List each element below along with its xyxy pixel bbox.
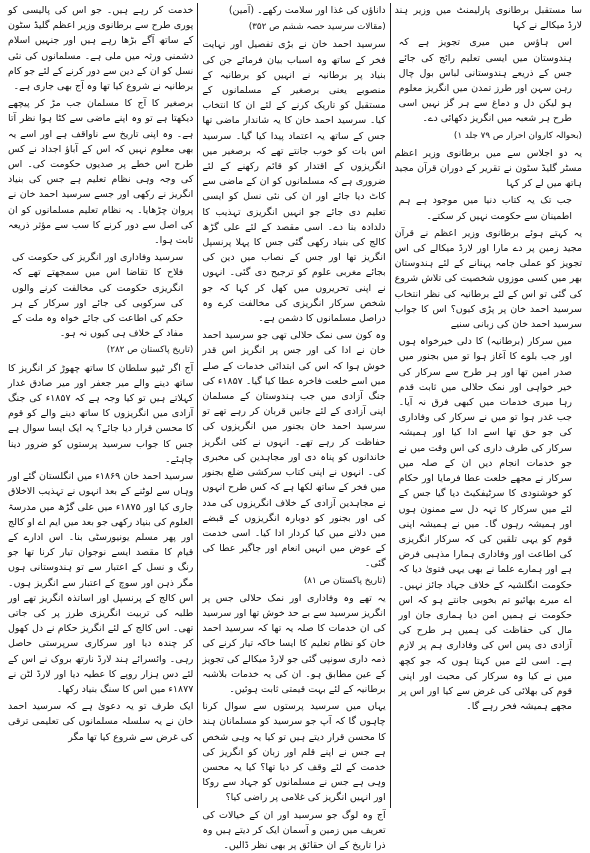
quotation: اس ہاؤس میں میری تجویز ہے کہ ہندوستان میں ایسی تعلیم رائج کی جائے جس کے ذریعے ہندوستانی لباس بول چال رہن سہن اور طرز تمدن میں انگریز معلوم ہو لیکن دل و دماغ سے ہر گز نہیں اسی طرح ہر شعبہ میں انگریز دکھائی دے۔ xyxy=(398,37,572,125)
citation: (تاریخ پاکستان ص ۲۸۲) xyxy=(106,345,194,356)
paragraph: سرسید احمد خان نے بڑی تفصیل اور نہایت فخر کے ساتھ وہ اسباب بیان فرمائے جن کی بنیاد پر برطانیہ نے انہیں کو برطانیہ کے منصوبے یعنی برصغیر کے مسلمانوں کے مستقبل کو تاریک کرنے کے لئے ان کا انتخاب کیا۔ سرسید احمد خان کا یہ شاندار ماضی تھا جس کے ساتھ یہ اعتماد پیدا کیا گیا۔ سرسید اس بات کو خوب جانتے تھے کہ برصغیر میں انگریزوں کے اقتدار کو قائم رکھنے کے لئے ضروری ہے کہ مسلمانوں کو ان کے ماضی سے کاٹ دیا جائے اور ان کی نئی نسل کو ایسی تعلیم دی جائے جو انہیں انگریزی تہذیب کا دلدادہ بنا دے۔ اسی مقصد کے لئے علی گڑھ کالج کی بنیاد رکھی گئی جس کا پہلا پرنسپل انگریز تھا اور جس کے نصاب میں دین کی بجائے مغربی علوم کو ترجیح دی گئی۔ انہوں نے اپنی تحریروں میں کھل کر کہا کہ جو شخص سرکار انگریزی کی مخالفت کرے وہ دراصل مسلمانوں کا دشمن ہے۔ xyxy=(202,39,386,325)
column-divider xyxy=(390,3,391,808)
column-divider xyxy=(197,3,198,808)
paragraph: سا مستقبل برطانوی پارلیمنٹ میں وزیر ہند لارڈ میکالے نے کہا xyxy=(394,5,582,32)
paragraph: خدمت کر رہے ہیں۔ جو اس کی پالیسی کو پوری طرح سے برطانوی وزیر اعظم گلیڈ سٹون کے ساتھ آگے بڑھا رہے ہیں اور جنہیں اسلام دشمنی ورثہ میں ملی ہے۔ مسلمانوں کی نئی نسل کو ان کے دین سے دور کرنے کے لئے جو کام برطانیہ نے شروع کیا تھا وہ آج بھی جاری ہے۔ xyxy=(8,5,194,93)
paragraph: داناؤں کی غذا اور سلامت رکھے۔ (آمین) xyxy=(228,5,386,16)
paragraph: یہ تھے وہ وفاداری اور نمک حلالی جس پر انگریز سرسید سے بے حد خوش تھا اور سرسید کی ان خدمات کا صلہ یہ تھا کہ سرسید احمد خان کو نظام تعلیم کا ایسا خاکہ تیار کرنے کی ذمہ داری سونپی گئی جو لارڈ میکالے کی تجویز کے عین مطابق ہو۔ ان کی یہ خدمات بلاشبہ برطانیہ کے لئے بہت قیمتی ثابت ہوئیں۔ xyxy=(202,592,386,695)
column-left xyxy=(4,3,197,808)
quotation: میں سرکار (برطانیہ) کا دلی خیرخواہ ہوں اور جب بلوے کا آغاز ہوا تو میں بجنور میں صدر امین تھا اور ہر طرح سے سرکار کی خیر خواہی اور نمک حلالی میں ثابت قدم رہا میری خدمات میں کبھی فرق نہ آیا۔ جب غدر ہوا تو میں نے سرکار کی وفاداری کی جو حق تھا اسے ادا کیا اور ہمیشہ سرکار کی طرف داری کی اس وقت میں نے جو خدمات انجام دیں ان کے صلہ میں سرکار نے مجھے خلعت عطا فرمایا اور حکام کو خوشنودی کا سرٹیفکیٹ دیا گیا جس کے لئے میں سرکار کا تہہ دل سے ممنون ہوں اور ہمیشہ رہوں گا۔ میں نے ہمیشہ اپنی قوم کو یہی تلقین کی کہ سرکار انگریزی کی اطاعت اور وفاداری ہمارا مذہبی فرض ہے اور ہمارے علما نے بھی یہی فتویٰ دیا کہ حکومت انگلشیہ کے خلاف جہاد جائز نہیں۔ اے میرے بھائیو تم بخوبی جانتے ہو کہ اس حکومت نے ہمیں امن دیا ہماری جان اور مال کی حفاظت کی ہمیں ہر طرح کی آزادی دی پس اس کی وفاداری ہم پر لازم ہے۔ اسی لئے میں کہتا ہوں کہ جو کچھ میں نے کیا وہ سرکار کی محبت اور اپنی قوم کی بھلائی کی غرض سے کیا اور اس پر مجھے ہمیشہ فخر رہے گا۔ xyxy=(398,336,572,713)
quotation: جب تک یہ کتاب دنیا میں موجود ہے ہم اطمینان سے حکومت نہیں کر سکتے۔ xyxy=(398,195,572,222)
paragraph: آج وہ لوگ جو سرسید اور ان کے خیالات کی تعریف میں زمین و آسمان ایک کر دیتے ہیں وہ ذرا تاریخ کے ان حقائق پر بھی نظر ڈالیں۔ xyxy=(202,809,386,851)
paragraph: برصغیر کا آج کا مسلمان جب مڑ کر پیچھے دیکھتا ہے تو وہ اپنے ماضی سے کٹا ہوا نظر آتا ہے۔ وہ اپنی تاریخ سے ناواقف ہے اور اسے یہ بھی معلوم نہیں کہ اس کے آباؤ اجداد نے کس طرح اس خطے پر صدیوں حکومت کی۔ اس کی وجہ وہی نظام تعلیم ہے جس کی بنیاد انگریز نے رکھی اور جسے سرسید احمد خان نے پروان چڑھایا۔ یہ نظام تعلیم مسلمانوں کو ان کی اصل سے دور کرنے کا سب سے مؤثر ذریعہ ثابت ہوا۔ xyxy=(8,98,194,247)
paragraph: یہ کہتے ہوئے برطانوی وزیر اعظم نے قرآن مجید زمین پر دے مارا اور لارڈ میکالے کی اس تجویز کو عملی جامہ پہنانے کے لئے ہندوستان بھر میں کسی موزوں شخصیت کی تلاش شروع کی گئی تو اس کے لئے برطانیہ کی نظر انتخاب سرسید احمد خان پر پڑی کیوں؟ اس کا جواب سرسید احمد خان کی زبانی سنیے xyxy=(394,227,582,331)
quotation: سرسید وفاداری اور انگریز کی حکومت کی فلاح کا تقاضا اس میں سمجھتے تھے کہ انگریزی حکومت کی مخالفت کرنے والوں کی سرکوبی کی جائے اور سرکار کے ہر حکم کی اطاعت کی جائے خواہ وہ ملت کے مفاد کے خلاف ہی کیوں نہ ہو۔ xyxy=(12,252,184,340)
column-middle xyxy=(198,3,389,851)
paragraph: ایک طرف تو یہ دعویٰ ہے کہ سرسید احمد خان نے یہ سلسلہ مسلمانوں کی تعلیمی ترقی کی غرض سے شروع کیا تھا مگر xyxy=(8,701,194,743)
paragraph: یہ دو اجلاس سے میں برطانوی وزیر اعظم مسٹر گلیڈ سٹون نے تقریر کے دوران قرآن مجید ہاتھ میں لے کر کہا xyxy=(394,147,582,190)
paragraph: وہ کون سی نمک حلالی تھی جو سرسید احمد خان نے ادا کی اور جس پر انگریز اس قدر خوش ہوا کہ اس کی ابتدائی خدمات کے صلے میں اسے خلعت فاخرہ عطا کیا گیا۔ ۱۸۵۷ء کی جنگ آزادی میں جب ہندوستان کے مسلمان اپنی آزادی کے لئے جانیں قربان کر رہے تھے تو سرسید احمد خان بجنور میں انگریزوں کی حفاظت کر رہے تھے۔ انہوں نے کئی انگریز خاندانوں کو پناہ دی اور مجاہدین کی مخبری کی۔ انہوں نے اپنی کتاب سرکشی ضلع بجنور میں فخر کے ساتھ لکھا ہے کہ کس طرح انہوں نے مجاہدین آزادی کے خلاف انگریزوں کی مدد کی اور بجنور کو دوبارہ انگریزوں کے قبضے میں دلانے میں کیا کردار ادا کیا۔ اسی خدمت کے عوض میں انہیں انعام اور جاگیر عطا کی گئی۔ xyxy=(202,330,386,570)
citation: (مقالات سرسید حصہ ششم ص ۳۵۲) xyxy=(248,22,386,33)
paragraph: یہاں میں سرسید پرستوں سے سوال کرنا چاہوں گا کہ آپ جو سرسید کو مسلمانان ہند کا محسن قرار دیتے ہیں تو کیا یہ وہی شخص ہے جس نے اپنے قلم اور زبان کو انگریز کی خدمت کے لئے وقف کر دیا تھا؟ کیا یہ محسن وہی ہے جس نے مسلمانوں کو جہاد سے روکا اور انہیں انگریز کی غلامی پر راضی کیا؟ xyxy=(202,701,386,804)
citation: (تاریخ پاکستان ص ۸۱) xyxy=(303,575,386,586)
citation: (بحوالہ کاروان احرار ص ۷۹ جلد ۱) xyxy=(453,130,582,141)
paragraph: سرسید احمد خان ۱۸۶۹ء میں انگلستان گئے اور وہاں سے لوٹنے کے بعد انہوں نے تہذیب الاخلاق جاری کیا اور ۱۸۷۵ء میں علی گڑھ میں مدرسۃ العلوم کی بنیاد رکھی جو بعد میں ایم اے او کالج اور پھر مسلم یونیورسٹی بنا۔ اس ادارے کے قیام کا مقصد ایسے نوجوان تیار کرنا تھا جو رنگ و نسل کے اعتبار سے تو ہندوستانی ہوں مگر ذہن اور سوچ کے اعتبار سے انگریز ہوں۔ اس کالج کے پرنسپل اور اساتذہ انگریز تھے اور طلبہ کی تربیت انگریزی طرز پر کی جاتی تھی۔ اس کالج کے لئے انگریز حکام نے دل کھول کر چندہ دیا اور سرکاری سرپرستی حاصل رہی۔ وائسرائے ہند لارڈ نارتھ بروک نے اس کے لئے دس ہزار روپے کا عطیہ دیا اور لارڈ لٹن نے ۱۸۷۷ء میں اس کا سنگ بنیاد رکھا۔ xyxy=(8,471,194,695)
column-right xyxy=(391,3,586,808)
paragraph: آج اگر ٹیپو سلطان کا ساتھ چھوڑ کر انگریز کا ساتھ دینے والے میر جعفر اور میر صادق غدار کہلاتے ہیں تو کیا وجہ ہے کہ ۱۸۵۷ء کی جنگ آزادی میں انگریزوں کا ساتھ دینے والے کو قوم کا محسن قرار دیا جائے؟ یہ ایک ایسا سوال ہے جس کا جواب سرسید پرستوں کو ضرور دینا چاہئے۔ xyxy=(8,362,194,465)
